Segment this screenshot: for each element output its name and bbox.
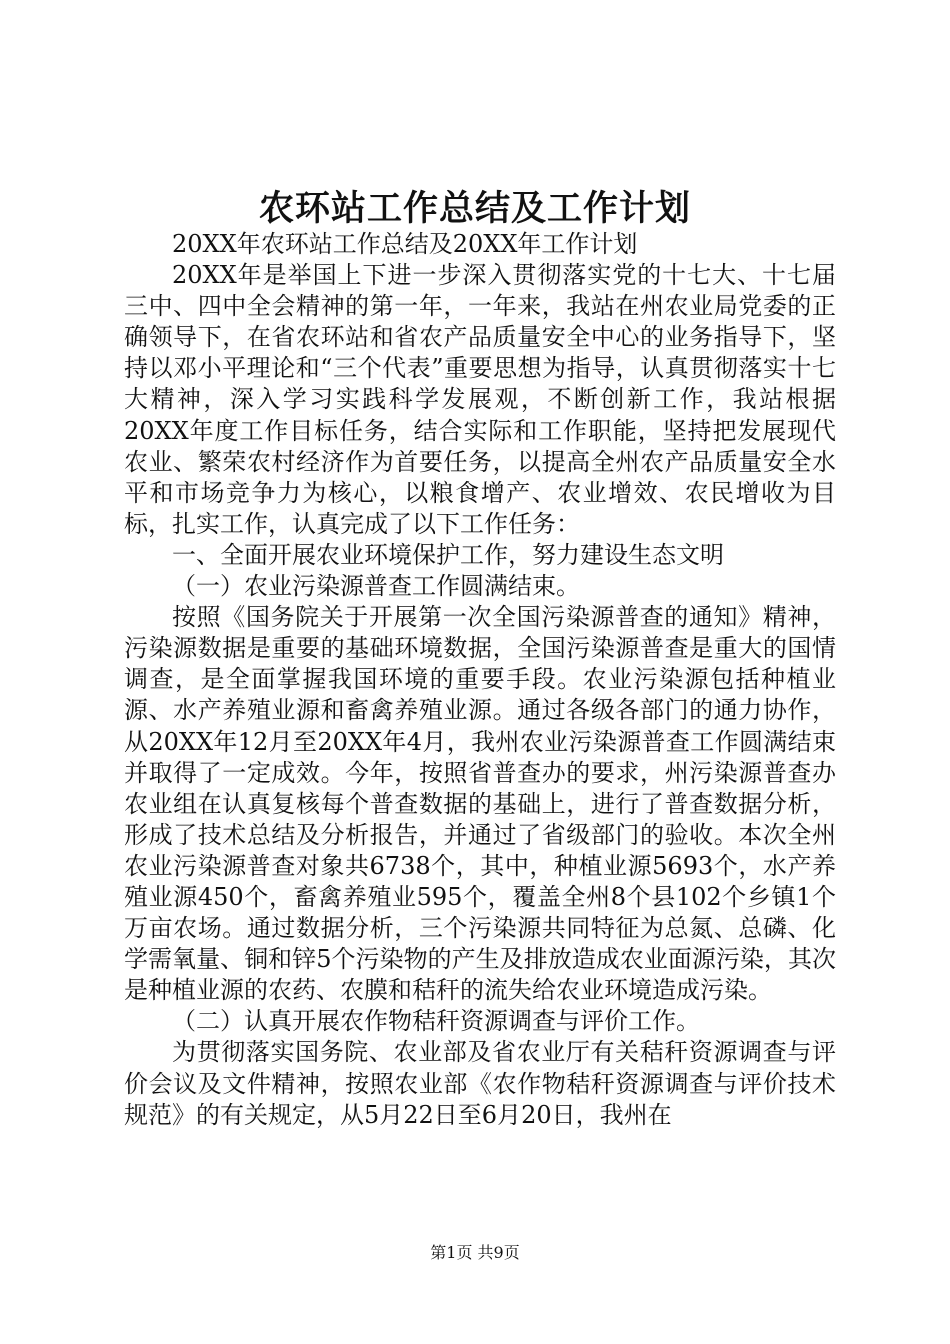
section-heading-1: 一、全面开展农业环境保护工作，努力建设生态文明 — [172, 540, 724, 569]
document-subtitle: 20XX年农环站工作总结及20XX年工作计划 — [172, 230, 638, 258]
document-body — [124, 229, 836, 1131]
subsection-heading-1: （一）农业污染源普查工作圆满结束。 — [172, 572, 580, 601]
paragraph-straw-survey: 为贯彻落实国务院、农业部及省农业厅有关秸秆资源调查与评价会议及文件精神，按照农业部《农作物秸秆资源调查与评价技术规范》的有关规定，从5月22日至6月20日，我州在 — [124, 1038, 836, 1129]
document-title: 农环站工作总结及工作计划 — [258, 188, 691, 229]
paragraph-intro: 20XX年是举国上下进一步深入贯彻落实党的十七大、十七届三中、四中全会精神的第一年，一年来，我站在州农业局党委的正确领导下，在省农环站和省农产品质量安全中心的业务指导下，坚持以邓小平理论和“三个代表”重要思想为指导，认真贯彻落实十七大精神，深入学习实践科学发展观，不断创新工作，我站根据20XX年度工作目标任务，结合实际和工作职能，坚持把发展现代农业、繁荣农村经济作为首要任务，以提高全州农产品质量安全水平和市场竞争力为核心，以粮食增产、农业增效、农民增收为目标，扎实工作，认真完成了以下工作任务： — [124, 261, 836, 538]
subsection-heading-2: （二）认真开展农作物秸秆资源调查与评价工作。 — [172, 1007, 700, 1036]
page-indicator: 第1页 共9页 — [430, 1243, 520, 1262]
paragraph-pollution-census: 按照《国务院关于开展第一次全国污染源普查的通知》精神，污染源数据是重要的基础环境数据，全国污染源普查是重大的国情调查，是全面掌握我国环境的重要手段。农业污染源包括种植业源、水产养殖业源和畜禽养殖业源。通过各级各部门的通力协作，从20XX年12月至20XX年4月，我州农业污染源普查工作圆满结束并取得了一定成效。今年，按照省普查办的要求，州污染源普查办农业组在认真复核每个普查数据的基础上，进行了普查数据分析，形成了技术总结及分析报告，并通过了省级部门的验收。本次全州农业污染源普查对象共6738个，其中，种植业源5693个，水产养殖业源450个，畜禽养殖业595个，覆盖全州8个县102个乡镇1个万亩农场。通过数据分析，三个污染源共同特征为总氮、总磷、化学需氧量、铜和锌5个污染物的产生及排放造成农业面源污染，其次是种植业源的农药、农膜和秸秆的流失给农业环境造成污染。 — [124, 603, 836, 1005]
